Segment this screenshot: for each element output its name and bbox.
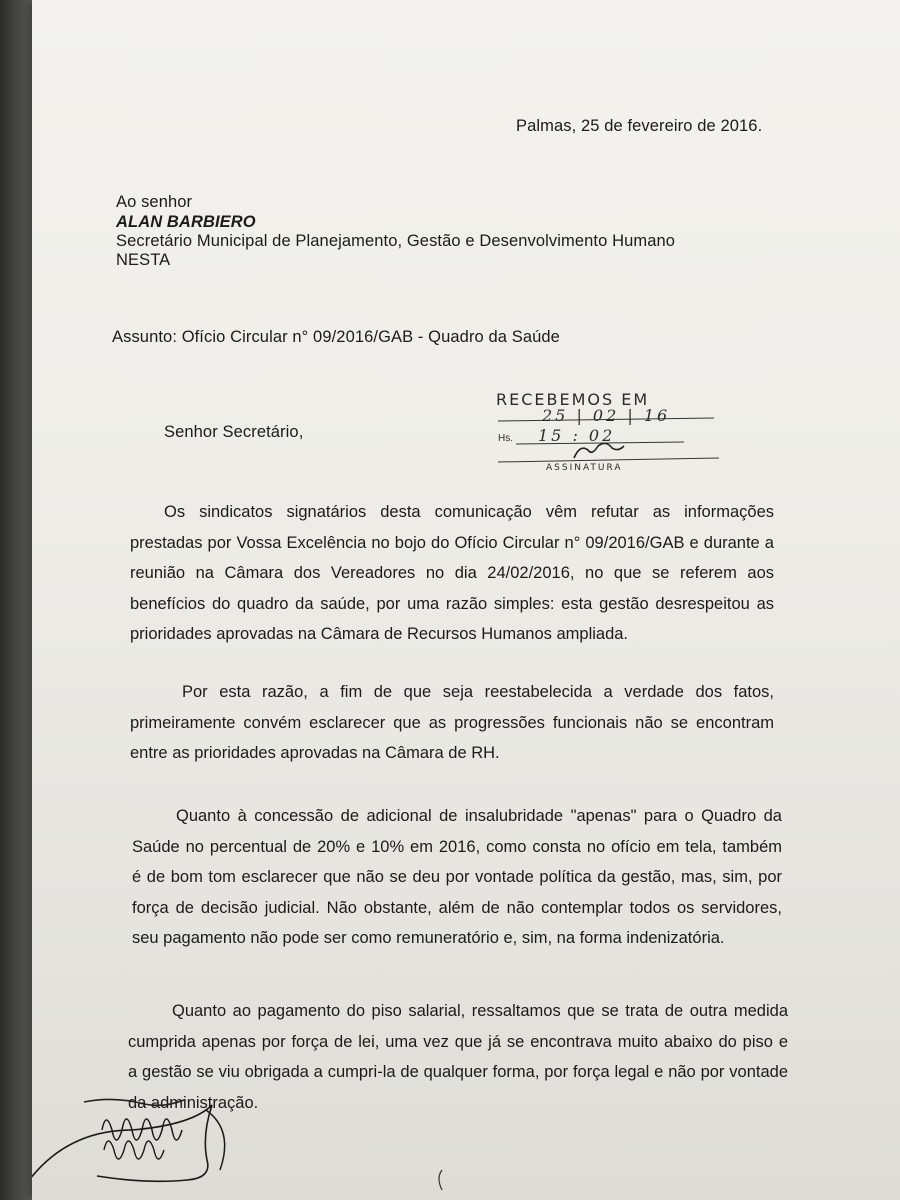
letter-page (32, 0, 900, 1200)
paragraph-1: Os sindicatos signatários desta comunicação vêm refutar as informações prestadas por Vossa Excelência no bojo do Ofício Circular n° 09/2016/GAB e durante a reunião na Câmara dos Vereadores no dia 24/02/2016, no que se referem aos benefícios do quadro da saúde, por uma razão simples: esta gestão desrespeitou as prioridades aprovadas na Câmara de Recursos Humanos ampliada. (130, 503, 774, 643)
recipient-location: NESTA (116, 251, 171, 269)
letter-date: Palmas, 25 de fevereiro de 2016. (516, 117, 763, 135)
handwritten-signature (32, 1090, 900, 1200)
letter-subject: Assunto: Ofício Circular n° 09/2016/GAB - Quadro da Saúde (112, 328, 560, 346)
received-stamp (494, 388, 724, 478)
recipient-title: Secretário Municipal de Planejamento, Gestão e Desenvolvimento Humano (116, 232, 676, 250)
recipient-name: ALAN BARBIERO (116, 213, 256, 231)
stamp-handwritten-hour: 15 : 02 (538, 426, 616, 445)
recipient-salutation: Ao senhor (116, 193, 193, 211)
paragraph-4: Quanto ao pagamento do piso salarial, ressaltamos que se trata de outra medida cumprida apenas por força de lei, uma vez que já se encontrava muito abaixo do piso e a gestão se viu obrigada a cumpri-la de qualquer forma, por força legal e não por vontade da administração. (128, 1002, 788, 1112)
stamp-signature-label: ASSINATURA (546, 463, 623, 473)
stamp-hs-label: Hs. (498, 433, 513, 444)
stamp-handwritten-date: 25 | 02 | 16 (542, 406, 671, 425)
paragraph-3: Quanto à concessão de adicional de insalubridade "apenas" para o Quadro da Saúde no percentual de 20% e 10% em 2016, como consta no ofício em tela, também é de bom tom esclarecer que não se deu por vontade política da gestão, mas, sim, por força de decisão judicial. Não obstante, além de não contemplar todos os servidores, seu pagamento não pode ser como remuneratório e, sim, na forma indenizatória. (132, 807, 782, 947)
paragraph-2: Por esta razão, a fim de que seja reestabelecida a verdade dos fatos, primeiramente convém esclarecer que as progressões funcionais não se encontram entre as prioridades aprovadas na Câmara de RH. (130, 683, 774, 762)
letter-greeting: Senhor Secretário, (164, 423, 304, 441)
stamp-title: RECEBEMOS EM (496, 390, 650, 409)
